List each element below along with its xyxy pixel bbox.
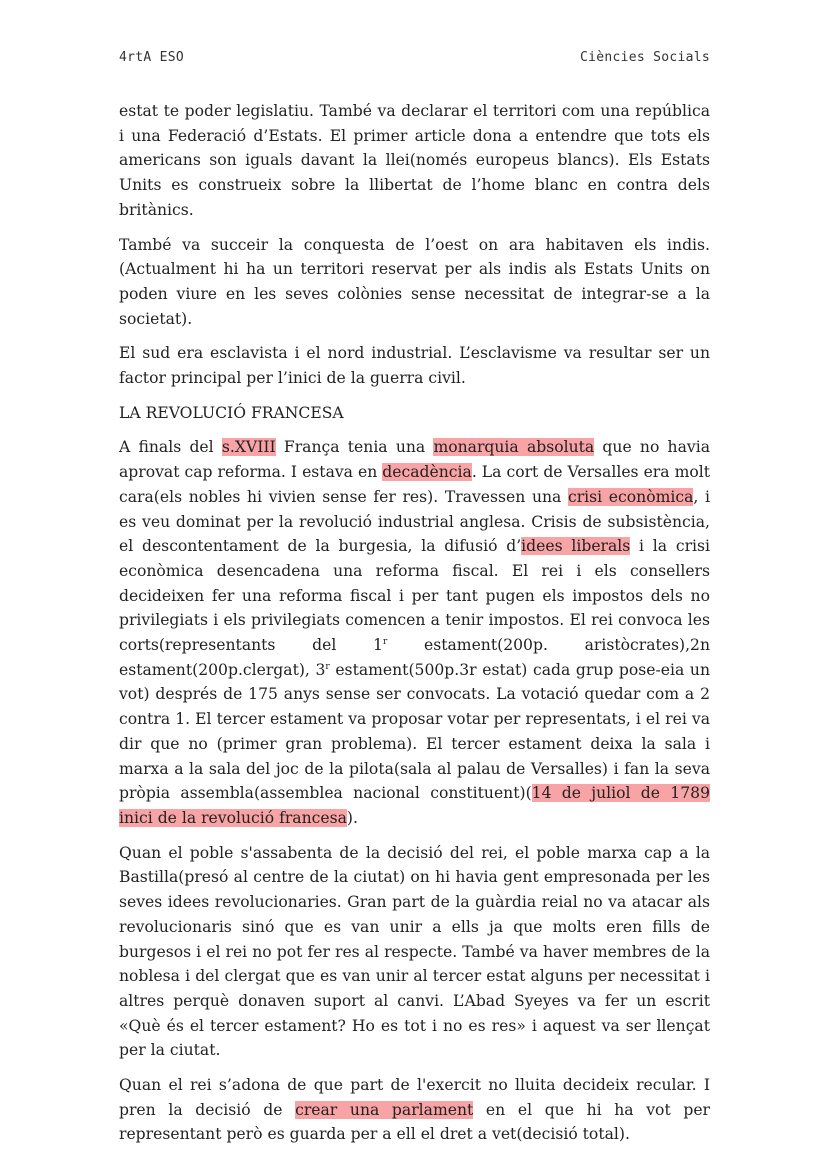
superscript: r [325,661,330,672]
paragraph-2: També va succeir la conquesta de l’oest on ara habitaven els indis. (Actualment hi ha un territori reservat per als indis als Estats Units on poden viure en les seves colònies sense necessitat de integrar-se a la societat). [119,235,710,328]
text-span: que no havia aprovat cap reforma. I estava en [119,438,710,482]
text-span: França tenia una [275,438,434,457]
text-span: ). [346,808,358,827]
highlight: monarquia absoluta [433,438,595,457]
paragraph-3: El sud era esclavista i el nord industrial. L’esclavisme va resultar ser un factor principal per l’inici de la guerra civil. [119,344,710,388]
paragraph-5: Quan el poble s'assabenta de la decisió del rei, el poble marxa cap a la Bastilla(presó al centre de la ciutat) on hi havia gent empresonada per les seves idees revolucionaries. Gran part de la guàrdia reial no va atacar als revolucionaris sinó que es van unir a ells ja que molts eren fills de burgesos i el rei no pot fer res al respecte. També va haver membres de la noblesa i del clergat que es van unir al tercer estat alguns per necessitat i altres perquè donaven suport al canvi. L’Abad Syeyes va fer un escrit «Què és el tercer estament? Ho es tot i no es res» i aquest va ser llençat per la ciutat. [119,843,710,1060]
paragraph-4 [119,435,710,830]
text-span: . La cort de Versalles era molt cara(els nobles hi vivien sense fer res). Travessen una [119,463,711,506]
text-span: estament(200p. aristòcrates),2n estament(200p.clergat), 3 [119,636,710,679]
highlight: crisi econòmica [567,487,694,506]
superscript: r [382,636,388,647]
text-span: A finals del [119,438,222,457]
section-title: LA REVOLUCIÓ FRANCESA [119,403,344,422]
highlight: crear una parlament [295,1100,474,1119]
highlight: idees liberals [521,537,631,556]
text-span: Quan el rei s’adona de que part de l'exercit no lluita decideix recular. I pren la decisió de [119,1076,710,1119]
paragraph-6 [119,1073,710,1147]
document-body [119,99,710,1147]
header-subject: Ciències Socials [579,50,710,65]
highlight: decadència [382,463,472,482]
text-span: en el que hi ha vot per representant però es guarda per a ell el dret a vet(decisió total). [119,1100,711,1144]
highlight: s.XVIII [221,438,276,457]
text-span: i la crisi econòmica desencadena una reforma fiscal. El rei i els consellers decideixen fer una reforma fiscal i per tant pugen els impostos dels no privilegiats i els privilegiats comencen a tenir impostos. El rei convoca les corts(representants del 1 [119,537,711,655]
header-course: 4rtA ESO [119,50,185,65]
text-span: estament(500p.3r estat) cada grup pose-eia un vot) després de 175 anys sense ser convocats. La votació quedar com a 2 contra 1. El tercer estament va proposar votar per representats, i el rei va dir que no (primer gran problema). El tercer estament deixa la sala i marxa a la sala del joc de la pilota(sala al palau de Versalles) i fan la seva pròpia assembla(assemblea nacional constituent)( [119,660,710,803]
text-span: , i es veu dominat per la revolució industrial anglesa. Crisis de subsistència, el descontentament de la burgesia, la difusió d’ [119,487,710,556]
highlight: 14 de juliol de 1789 inici de la revolució francesa [119,784,710,827]
paragraph-1: estat te poder legislatiu. També va declarar el territori com una república i una Federació d’Estats. El primer article dona a entendre que tots els americans son iguals davant la llei(només europeus blancs). Els Estats Units es construeix sobre la llibertat de l’home blanc en contra dels britànics. [119,102,710,219]
